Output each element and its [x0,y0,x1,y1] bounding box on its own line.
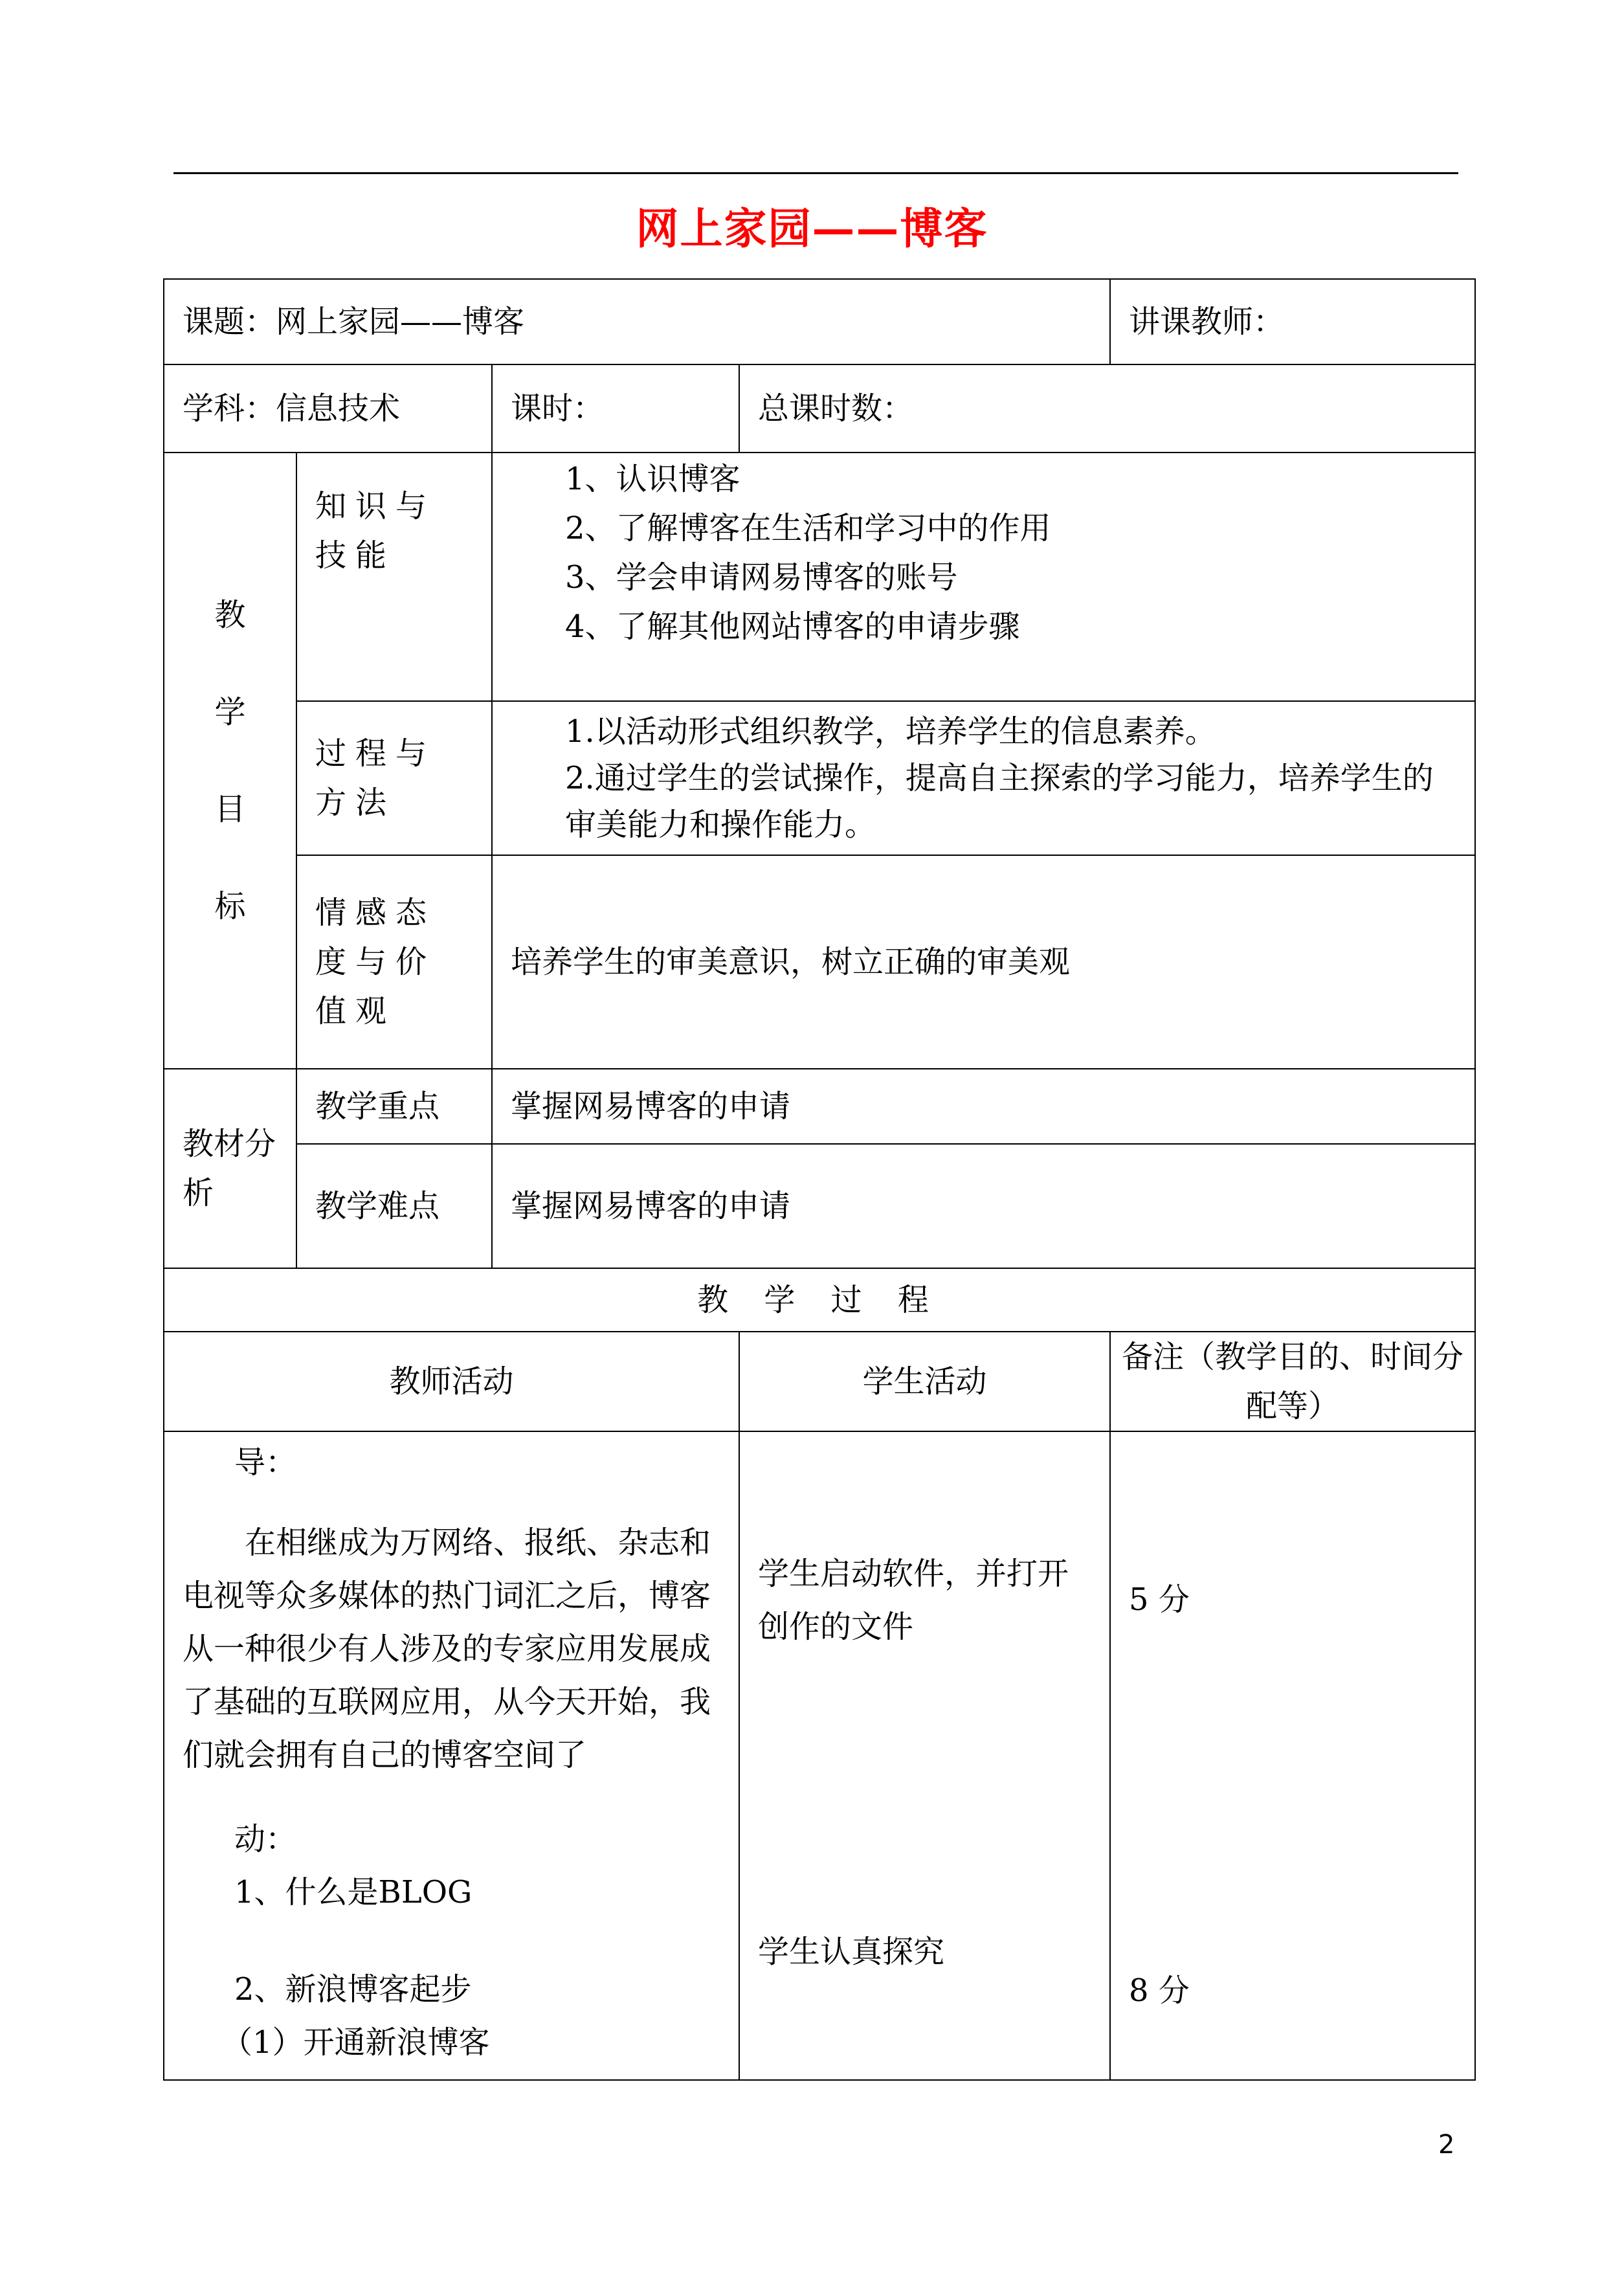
student-activity-2: 学生认真探究 [758,1934,945,1970]
knowledge-item: 3、学会申请网易博客的账号 [565,559,958,596]
difficult-point-text: 掌握网易博客的申请 [492,1144,1475,1268]
objectives-label-char: 标 [214,888,246,924]
knowledge-label: 知识与技能 [296,453,492,701]
analysis-section-label: 教材分析 [164,1069,296,1268]
process-method-items [492,701,1475,855]
activity-label: 动： [234,1821,297,1857]
teacher-item-2-sub: （1）开通新浪博客 [221,2024,490,2061]
difficult-point-label: 教学难点 [296,1144,492,1268]
notes-cell [1110,1431,1475,2080]
document-title: 网上家园——博客 [636,203,988,254]
lesson-plan-table [163,278,1476,2081]
knowledge-item: 1、认识博客 [565,461,740,497]
period-cell: 课时： [492,364,739,453]
page-number: 2 [1438,2130,1455,2160]
note-1: 5 分 [1129,1582,1190,1618]
header-rule [173,172,1458,174]
objectives-label-char: 目 [214,791,246,827]
objectives-section-label [164,453,296,1069]
objectives-label-char: 教 [214,597,246,633]
process-method-item: 1.以活动形式组织教学，培养学生的信息素养。 [565,713,1216,750]
topic-cell: 课题：网上家园——博客 [164,279,1110,364]
subject-cell: 学科：信息技术 [164,364,492,453]
knowledge-items [492,453,1475,701]
student-activity-cell [739,1431,1110,2080]
key-point-label: 教学重点 [296,1069,492,1144]
objectives-label-char: 学 [214,694,246,730]
process-method-item: 2.通过学生的尝试操作，提高自主探索的学习能力，培养学生的审美能力和操作能力。 [565,760,1434,843]
notes-header: 备注（教学目的、时间分配等） [1110,1332,1475,1431]
teacher-cell: 讲课教师： [1110,279,1475,364]
total-periods-cell: 总课时数： [739,364,1475,453]
knowledge-item: 4、了解其他网站博客的申请步骤 [565,609,1020,645]
intro-text: 在相继成为万网络、报纸、杂志和电视等众多媒体的热门词汇之后，博客从一种很少有人涉及的专家应用发展成了基础的互联网应用，从今天开始，我们就会拥有自己的博客空间了 [183,1525,711,1773]
student-activity-1: 学生启动软件，并打开创作的文件 [758,1556,1069,1645]
key-point-text: 掌握网易博客的申请 [492,1069,1475,1144]
emotion-values-label: 情感态度与价值观 [296,855,492,1069]
intro-label: 导： [234,1444,297,1481]
student-activity-header: 学生活动 [739,1332,1110,1431]
note-2: 8 分 [1129,1973,1190,2009]
knowledge-item: 2、了解博客在生活和学习中的作用 [565,510,1051,546]
teacher-item-2: 2、新浪博客起步 [234,1971,472,2008]
process-method-label: 过程与方法 [296,701,492,855]
emotion-values-text: 培养学生的审美意识，树立正确的审美观 [492,855,1475,1069]
teacher-activity-cell [164,1431,739,2080]
teacher-item-1: 1、什么是BLOG [234,1874,473,1910]
teacher-activity-header: 教师活动 [164,1332,739,1431]
process-heading: 教 学 过 程 [164,1268,1475,1332]
